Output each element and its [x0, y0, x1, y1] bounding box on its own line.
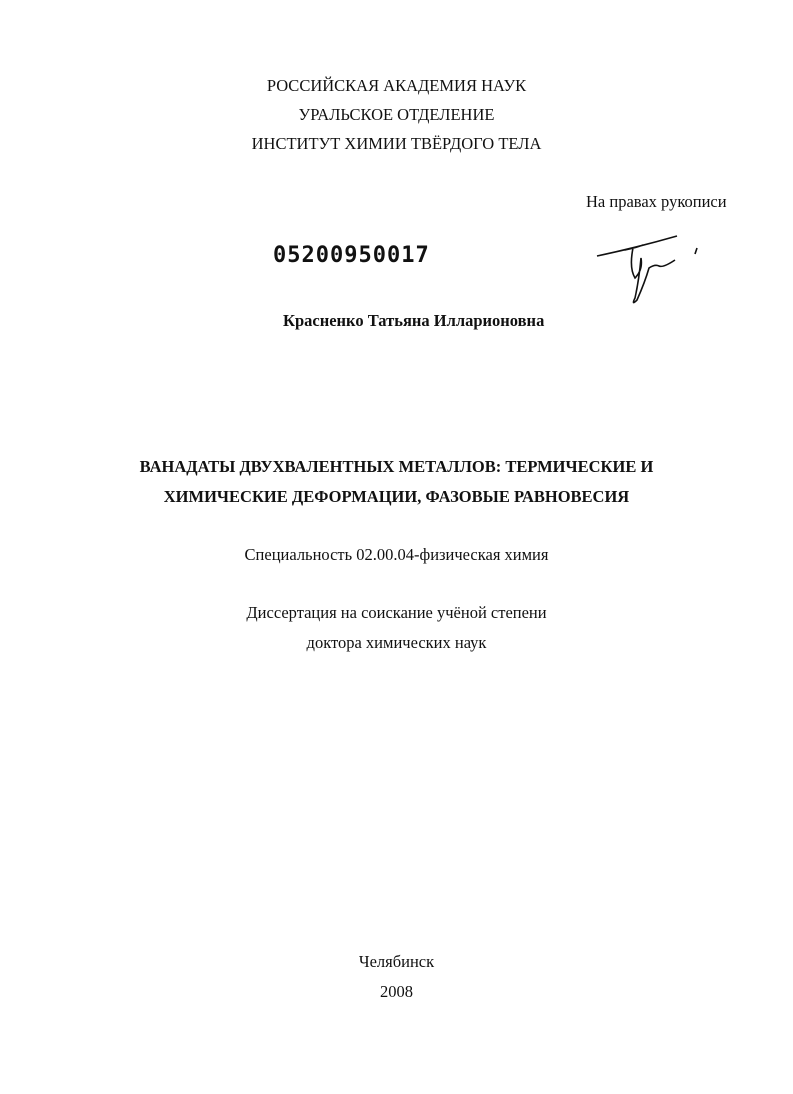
year: 2008	[380, 982, 413, 1001]
author-name: Красненко Татьяна Илларионовна	[283, 311, 545, 330]
city: Челябинск	[358, 952, 435, 971]
header-line-academy: РОССИЙСКАЯ АКАДЕМИЯ НАУК	[266, 76, 527, 95]
thesis-title-line2: ХИМИЧЕСКИЕ ДЕФОРМАЦИИ, ФАЗОВЫЕ РАВНОВЕСИЯ	[163, 487, 630, 506]
degree-line1: Диссертация на соискание учёной степени	[246, 603, 547, 622]
header-line-institute: ИНСТИТУТ ХИМИИ ТВЁРДОГО ТЕЛА	[251, 134, 542, 153]
degree-line2: доктора химических наук	[306, 633, 487, 652]
rights-note: На правах рукописи	[586, 192, 727, 211]
catalog-code: 05200950017	[273, 243, 430, 268]
handwritten-signature	[595, 228, 705, 318]
specialty: Специальность 02.00.04-физическая химия	[244, 545, 549, 564]
thesis-title-line1: ВАНАДАТЫ ДВУХВАЛЕНТНЫХ МЕТАЛЛОВ: ТЕРМИЧЕСКИЕ И	[139, 457, 654, 476]
header-line-branch: УРАЛЬСКОЕ ОТДЕЛЕНИЕ	[298, 105, 495, 124]
